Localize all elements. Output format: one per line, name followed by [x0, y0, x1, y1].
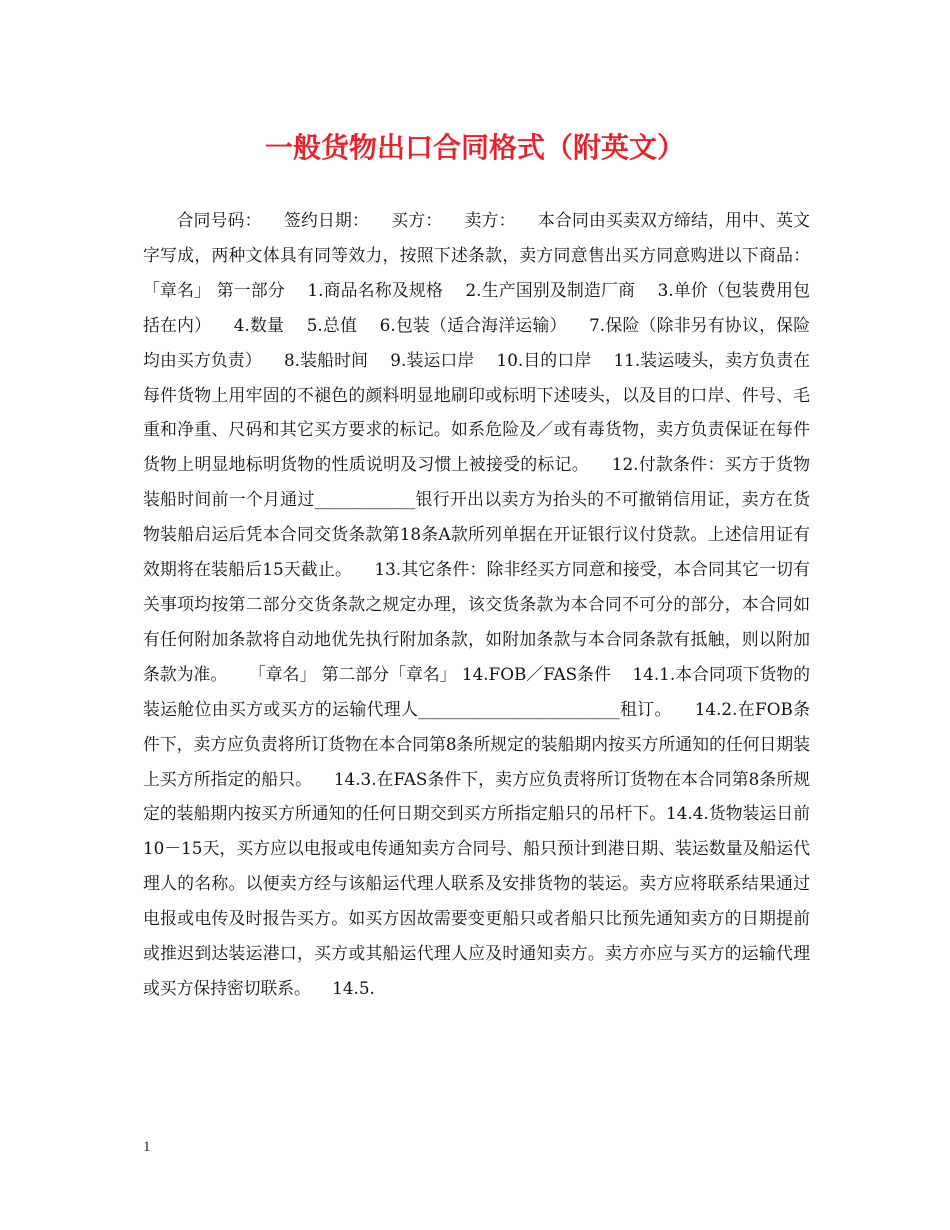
contract-body-text: 合同号码： 签约日期： 买方： 卖方： 本合同由买卖双方缔结，用中、英文字写成，两种文体具有同等效力，按照下述条款，卖方同意售出买方同意购进以下商品： 「章名」 第一部分 1.商品名称及规格 2.生产国别及制造厂商 3.单价（包装费用包括在内） 4.数量 5.总值 6.包装（适合海洋运输） 7.保险（除非另有协议，保险均由买方负责） 8.装船时间 9.装运口岸 10.目的口岸 11.装运唛头，卖方负责在每件货物上用牢固的不褪色的颜料明显地刷印或标明下述唛头，以及目的口岸、件号、毛重和净重、尺码和其它买方要求的标记。如系危险及／或有毒货物，卖方负责保证在每件货物上明显地标明货物的性质说明及习惯上被接受的标记。 12.付款条件：买方于货物装船时间前一个月通过____________银行开出以卖方为抬头的不可撤销信用证，卖方在货物装船启运后凭本合同交货条款第18条A款所列单据在开证银行议付贷款。上述信用证有效期将在装船后15天截止。 13.其它条件：除非经买方同意和接受，本合同其它一切有关事项均按第二部分交货条款之规定办理，该交货条款为本合同不可分的部分，本合同如有任何附加条款将自动地优先执行附加条款，如附加条款与本合同条款有抵触，则以附加条款为准。 「章名」 第二部分「章名」 14.FOB／FAS条件 14.1.本合同项下货物的装运舱位由买方或买方的运输代理人________________________租订。 14.2.在FOB条件下，卖方应负责将所订货物在本合同第8条所规定的装船期内按买方所通知的任何日期装上买方所指定的船只。 14.3.在FAS条件下，卖方应负责将所订货物在本合同第8条所规定的装船期内按买方所通知的任何日期交到买方所指定船只的吊杆下。14.4.货物装运日前10－15天，买方应以电报或电传通知卖方合同号、船只预计到港日期、装运数量及船运代理人的名称。以便卖方经与该船运代理人联系及安排货物的装运。卖方应将联系结果通过电报或电传及时报告买方。如买方因故需要变更船只或者船只比预先通知卖方的日期提前或推迟到达装运港口，买方或其船运代理人应及时通知卖方。卖方亦应与买方的运输代理或买方保持密切联系。 14.5.	[143, 210, 832, 998]
document-title: 一般货物出口合同格式（附英文）	[264, 131, 685, 164]
page-number: 1	[143, 1139, 151, 1155]
